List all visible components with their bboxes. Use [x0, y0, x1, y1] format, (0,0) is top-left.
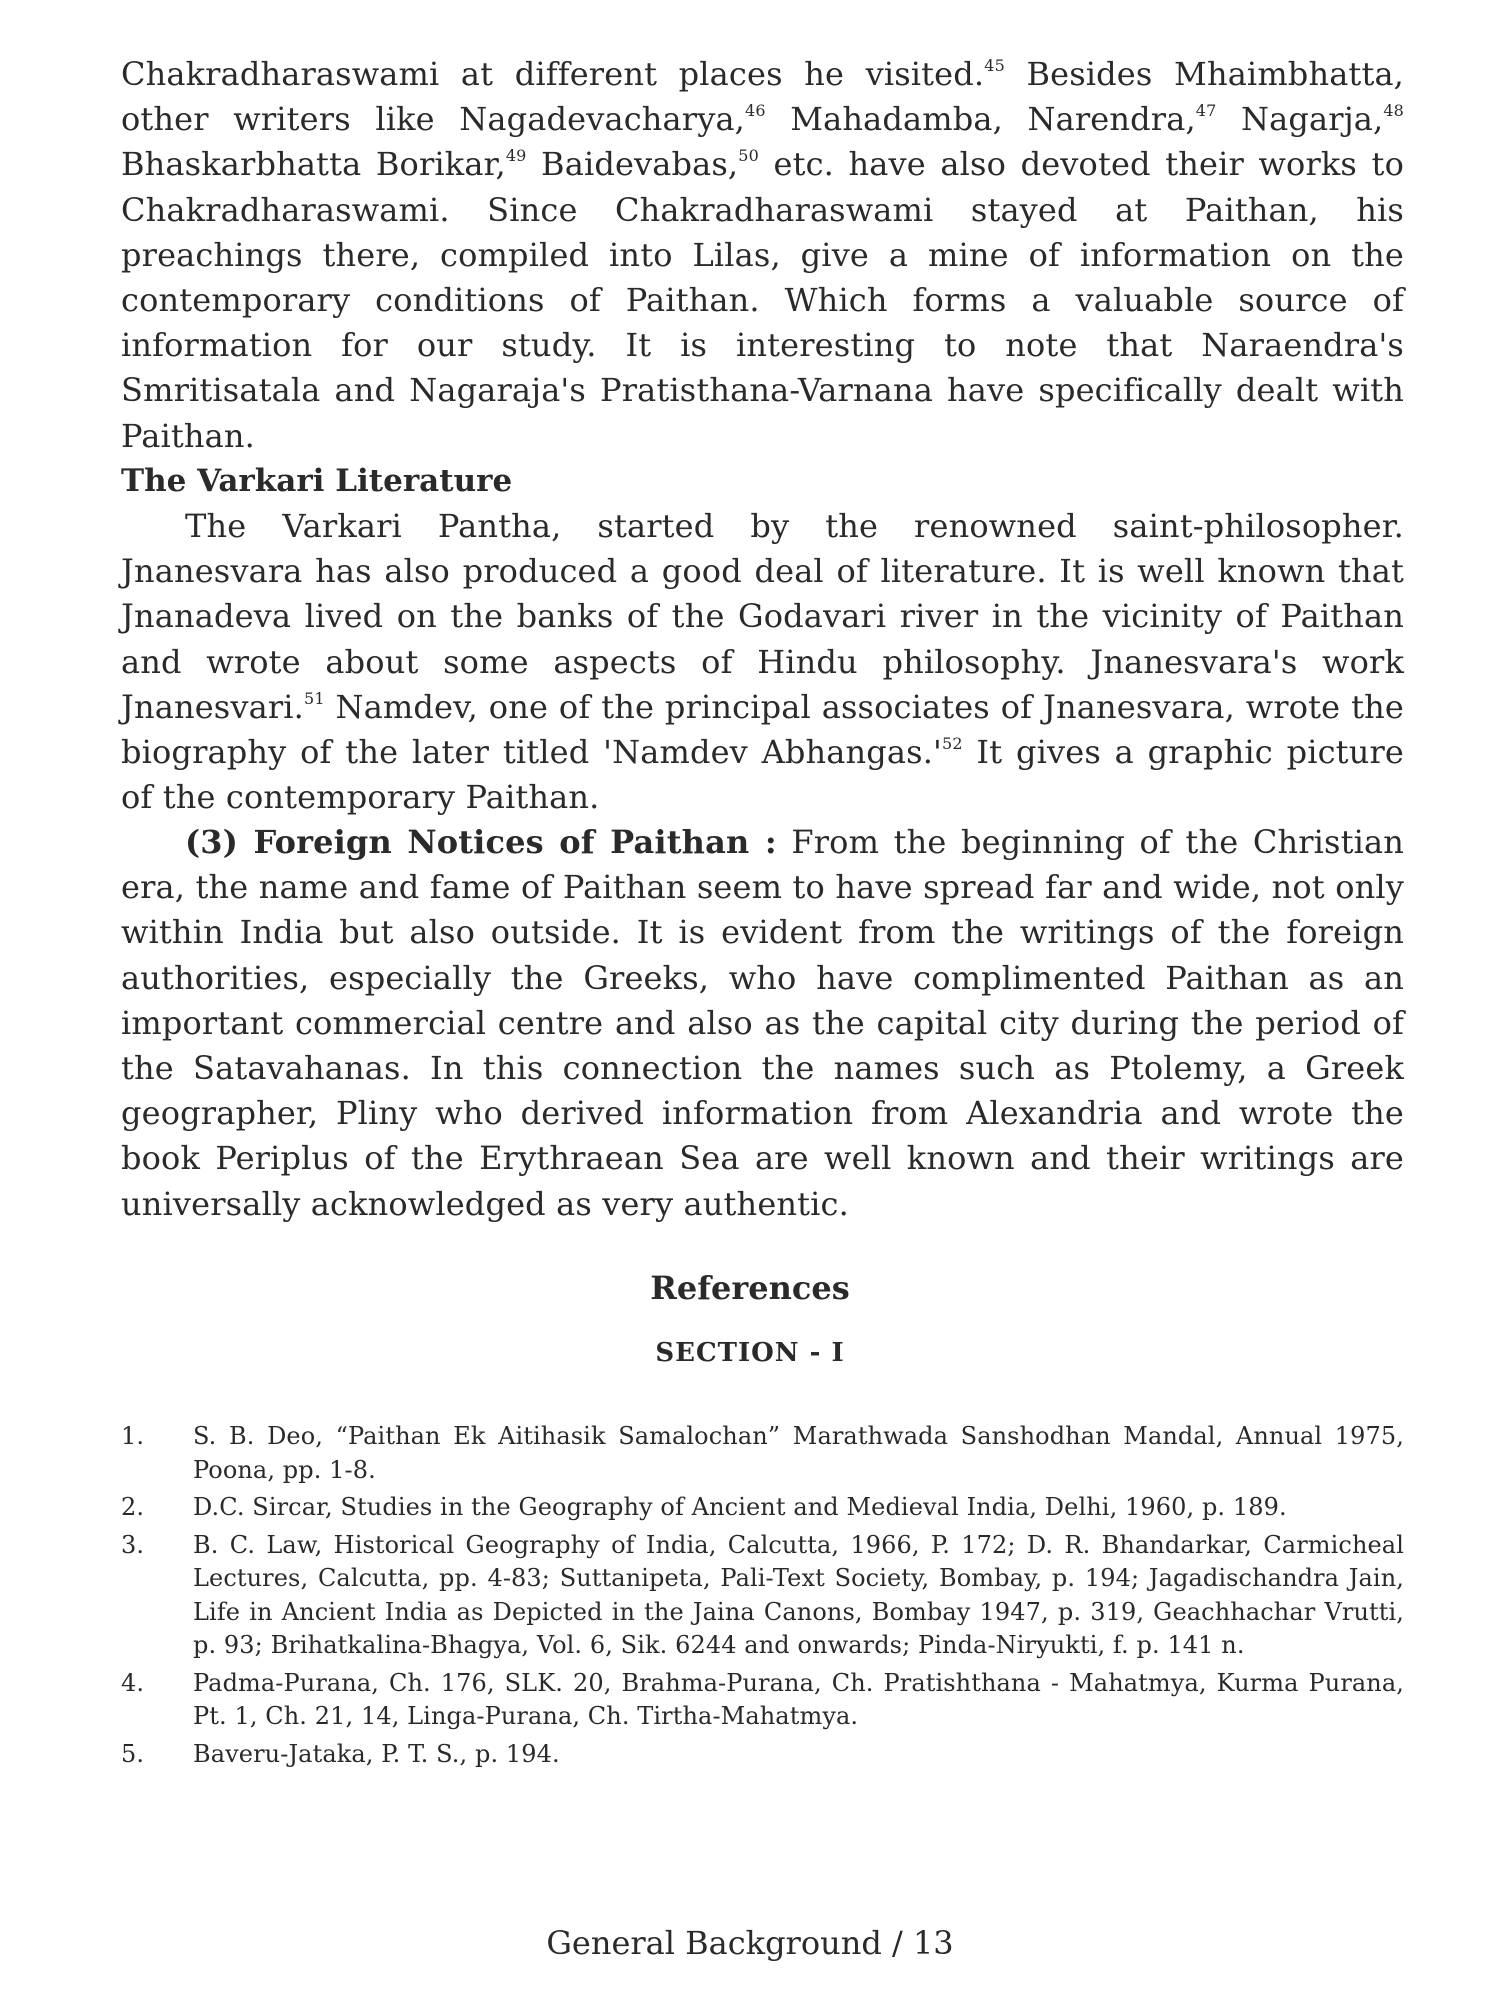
reference-text: Baveru-Jataka, P. T. S., p. 194.	[193, 1739, 560, 1768]
footnote-ref-47: 47	[1195, 101, 1217, 121]
section-heading-varkari: The Varkari Literature	[121, 463, 513, 499]
foreign-notices-label: (3) Foreign Notices of Paithan :	[185, 823, 777, 861]
reference-item	[121, 1667, 1404, 1734]
footnote-ref-45: 45	[984, 56, 1005, 75]
reference-item	[121, 1738, 1404, 1772]
reference-number: 2.	[121, 1493, 145, 1521]
reference-item	[121, 1491, 1404, 1525]
reference-number: 3.	[121, 1530, 145, 1559]
footnote-ref-51: 51	[304, 688, 325, 708]
footnote-ref-49: 49	[505, 146, 527, 166]
reference-text: Padma-Purana, Ch. 176, SLK. 20, Brahma-Purana, Ch. Pratishthana - Mahatmya, Kurma Purana, Pt. 1, Ch. 21, 14, Linga-Purana, Ch. Tirtha-Mahatmya.	[193, 1668, 1404, 1730]
footnote-ref-48: 48	[1383, 101, 1404, 121]
paragraph-chakradharaswami: Chakradharaswami at different places he visited.$^{45}$ Besides Mhaimbhatta, other writers like Nagadevacharya,$^{46}$ Mahadamba, Narendra,$^{47}$ Nagarja,$^{48}$ Bhaskarbhatta Borikar,$^{49}$ Baidevabas,$^{50}$ etc. have also devoted their works to Chakradharaswami. Since Chakradharaswami stayed at Paithan, his preachings there, compiled into Lilas, give a mine of information on the contemporary conditions of Paithan. Which forms a valuable source of information for our study. It is interesting to note that Naraendra's Smritisatala and Nagaraja's Pratisthana-Varnana have specifically dealt with	[121, 55, 1404, 410]
paragraph-foreign-notices: (3) Foreign Notices of Paithan : From the beginning of the Christian era, the name and fame of Paithan seem to have spread far and wide, not only within India but also outside. It is evident from the writings of the foreign authorities, especially the Greeks, who have complimented Paithan as an important commercial centre and also as the capital city during the period of the Satavahanas. In this connection the names such as Ptolemy, a Greek geographer, Pliny who derived information from Alexandria and wrote the book Periplus of the Erythraean Sea are well known and their writings are universally acknowledged as very authentic.	[121, 823, 1404, 1223]
references-section-label: SECTION - I	[655, 1338, 845, 1368]
reference-number: 1.	[121, 1422, 145, 1450]
footnote-ref-46: 46	[745, 101, 766, 121]
reference-text: D.C. Sircar, Studies in the Geography of Ancient and Medieval India, Delhi, 1960, p. 189.	[193, 1493, 1287, 1521]
reference-text: S. B. Deo, “Paithan Ek Aitihasik Samalochan” Marathwada Sanshodhan Mandal, Annual 1975, Poona, pp. 1-8.	[193, 1422, 1404, 1484]
reference-number: 4.	[121, 1668, 145, 1697]
references-title: References	[650, 1269, 850, 1307]
paragraph-varkari: The Varkari Pantha, started by the renowned saint-philosopher. Jnanesvara has also produced a good deal of literature. It is well known that Jnanadeva lived on the banks of the Godavari river in the vicinity of Paithan and wrote about some aspects of Hindu philosophy. Jnanesvara's work Jnanesvari.$^{51}$ Namdev, one of the principal associates of Jnanesvara, wrote the biography of the later titled 'Namdev $Abhangas.'^{52}$ It gives a graphic picture of the contemporary Paithan.	[121, 507, 1404, 817]
references-list	[121, 1420, 1404, 1775]
footnote-ref-50: 50	[738, 146, 759, 166]
reference-item	[121, 1529, 1404, 1663]
reference-item	[121, 1420, 1404, 1487]
paragraph-chakradharaswami-tail: Paithan.	[121, 417, 255, 455]
reference-number: 5.	[121, 1739, 145, 1768]
page-footer: General Background / 13	[546, 1924, 954, 1962]
reference-text: B. C. Law, Historical Geography of India, Calcutta, 1966, P. 172; D. R. Bhandarkar, Carmicheal Lectures, Calcutta, pp. 4-83; Suttanipeta, Pali-Text Society, Bombay, p. 194; Jagadischandra Jain, Life in Ancient India as Depicted in the Jaina Canons, Bombay 1947, p. 319, Geachhachar Vrutti, p. 93; Brihatkalina-Bhagya, Vol. 6, Sik. 6244 and onwards; Pinda-Niryukti, f. p. 141 n.	[193, 1530, 1404, 1659]
footnote-ref-52: 52	[942, 734, 963, 754]
